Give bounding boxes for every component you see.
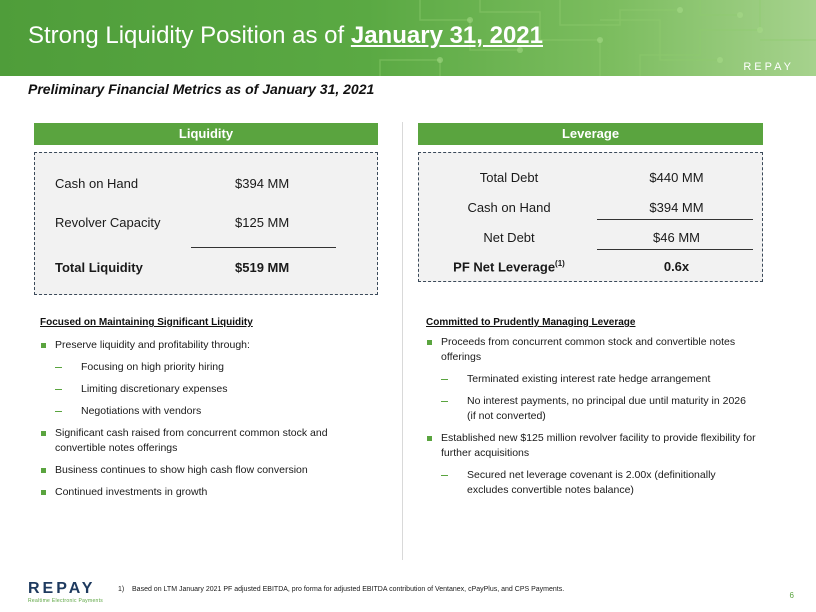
liquidity-value-cash: $394 MM [235,176,290,191]
page-title [28,22,543,50]
leverage-value-netdebt: $46 MM [653,230,700,245]
list-item: Negotiations with vendors [41,404,371,419]
list-item: No interest payments, no principal due until maturity in 2026 (if not converted) [427,394,757,424]
footnote [118,586,564,593]
list-item: Business continues to show high cash flow conversion [41,463,371,478]
column-divider [402,122,403,560]
leverage-value-cash: $394 MM [649,200,704,215]
leverage-value-pf: 0.6x [663,259,690,274]
left-section-title: Focused on Maintaining Significant Liquidity [40,317,253,328]
leverage-box [418,152,763,282]
footnote-text: Based on LTM January 2021 PF adjusted EBITDA, pro forma for adjusted EBITDA contribution of Ventanex, cPayPlus, and CPS Payments. [132,586,565,593]
footnote-number: 1) [118,586,125,593]
list-item: Limiting discretionary expenses [41,382,371,397]
leverage-label-debt: Total Debt [479,170,539,185]
liquidity-box [34,152,378,295]
list-item: Preserve liquidity and profitability through: [41,338,371,353]
brand-logo: REPAY [743,61,794,73]
liquidity-value-revolver: $125 MM [235,215,290,230]
list-item: Secured net leverage covenant is 2.00x (definitionally excludes convertible notes balance) [427,468,757,498]
liquidity-value-total: $519 MM [235,260,290,275]
right-section-title: Committed to Prudently Managing Leverage [426,317,636,328]
footer-logo [28,580,104,604]
right-bullet-list [427,335,757,505]
list-item: Established new $125 million revolver facility to provide flexibility for further acquisitions [427,431,757,461]
leverage-rule-1 [597,219,753,220]
liquidity-sum-rule [191,247,336,248]
list-item: Terminated existing interest rate hedge arrangement [427,372,757,387]
footer-logo-text: REPAY [28,580,96,597]
list-item: Proceeds from concurrent common stock and convertible notes offerings [427,335,757,365]
leverage-rule-2 [597,249,753,250]
liquidity-label-total: Total Liquidity [55,260,143,275]
liquidity-heading: Liquidity [34,123,378,145]
footer-logo-tagline: Realtime Electronic Payments [28,598,104,604]
liquidity-label-revolver: Revolver Capacity [55,215,161,230]
leverage-value-debt: $440 MM [649,170,704,185]
title-prefix: Strong Liquidity Position as of [28,22,345,49]
leverage-heading: Leverage [418,123,763,145]
left-bullet-list [41,338,371,507]
list-item: Focusing on high priority hiring [41,360,371,375]
title-date: January 31, 2021 [350,22,543,49]
header-banner [0,0,816,76]
page-number: 6 [789,591,794,600]
leverage-label-pf [419,259,599,274]
leverage-label-cash: Cash on Hand [467,200,551,215]
list-item: Significant cash raised from concurrent common stock and convertible notes offerings [41,426,371,456]
leverage-label-netdebt: Net Debt [483,230,535,245]
subtitle: Preliminary Financial Metrics as of January 31, 2021 [28,81,375,97]
list-item: Continued investments in growth [41,485,371,500]
liquidity-label-cash: Cash on Hand [55,176,139,191]
leverage-label-pf-text: PF Net Leverage [453,259,556,275]
footnote-marker: (1) [555,259,565,268]
